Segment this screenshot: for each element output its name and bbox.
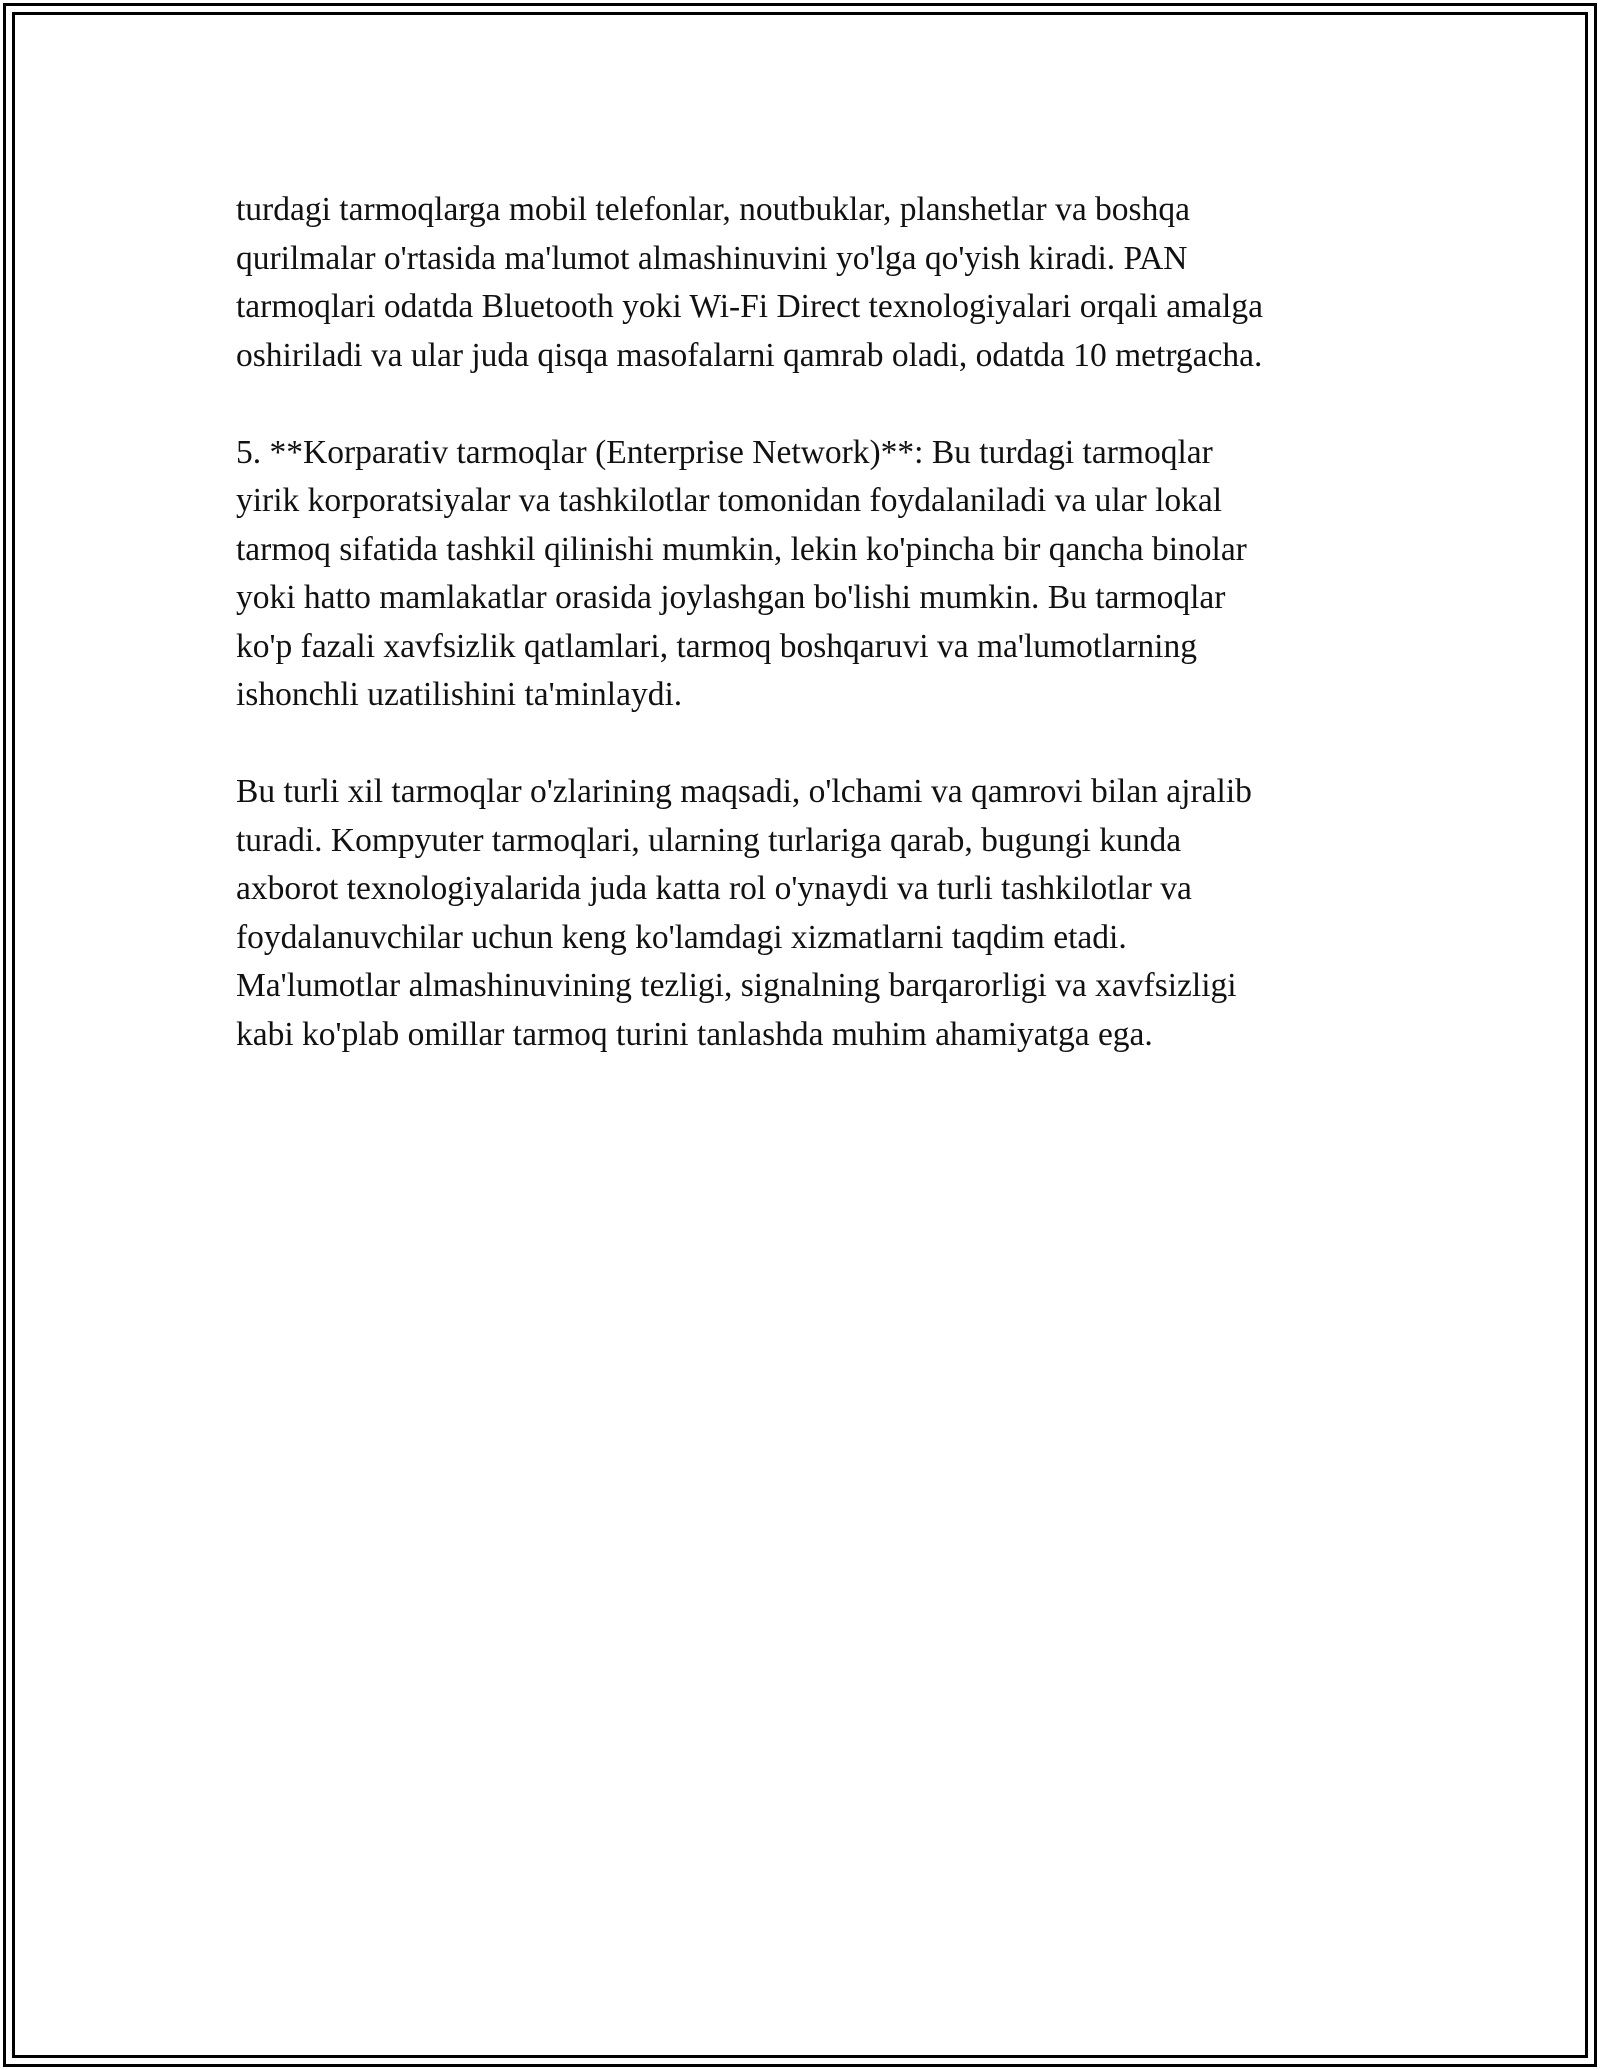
text-line: 5. **Korparativ tarmoqlar (Enterprise Network)**: Bu turdagi tarmoqlar <box>236 433 1213 471</box>
text-line: axborot texnologiyalarida juda katta rol o'ynaydi va turli tashkilotlar va <box>236 870 1192 907</box>
text-line: ko'p fazali xavfsizlik qatlamlari, tarmoq boshqaruvi va ma'lumotlarning <box>236 627 1197 665</box>
document-body <box>236 186 1376 1108</box>
text-line: turadi. Kompyuter tarmoqlari, ularning turlariga qarab, bugungi kunda <box>236 821 1182 859</box>
text-line: tarmoq sifatida tashkil qilinishi mumkin, lekin ko'pincha bir qancha binolar <box>236 530 1247 568</box>
text-line: qurilmalar o'rtasida ma'lumot almashinuvini yo'lga qo'yish kiradi. PAN <box>236 239 1188 277</box>
text-line: foydalanuvchilar uchun keng ko'lamdagi xizmatlarni taqdim etadi. <box>236 918 1127 956</box>
paragraph-conclusion <box>236 768 1376 1059</box>
text-line: turdagi tarmoqlarga mobil telefonlar, noutbuklar, planshetlar va boshqa <box>236 191 1190 228</box>
paragraph-enterprise-networks <box>236 429 1376 720</box>
paragraph-pan-networks <box>236 186 1376 380</box>
text-line: yirik korporatsiyalar va tashkilotlar tomonidan foydalaniladi va ular lokal <box>236 482 1223 519</box>
text-line: yoki hatto mamlakatlar orasida joylashgan bo'lishi mumkin. Bu tarmoqlar <box>236 579 1226 616</box>
text-line: tarmoqlari odatda Bluetooth yoki Wi-Fi Direct texnologiyalari orqali amalga <box>236 288 1263 325</box>
text-line: Bu turli xil tarmoqlar o'zlarining maqsadi, o'lchami va qamrovi bilan ajralib <box>236 773 1252 810</box>
text-line: ishonchli uzatilishini ta'minlaydi. <box>236 676 683 713</box>
text-line: oshiriladi va ular juda qisqa masofalarni qamrab oladi, odatda 10 metrgacha. <box>236 336 1263 374</box>
text-line: kabi ko'plab omillar tarmoq turini tanlashda muhim ahamiyatga ega. <box>236 1015 1153 1053</box>
text-line: Ma'lumotlar almashinuvining tezligi, signalning barqarorligi va xavfsizligi <box>236 967 1237 1004</box>
